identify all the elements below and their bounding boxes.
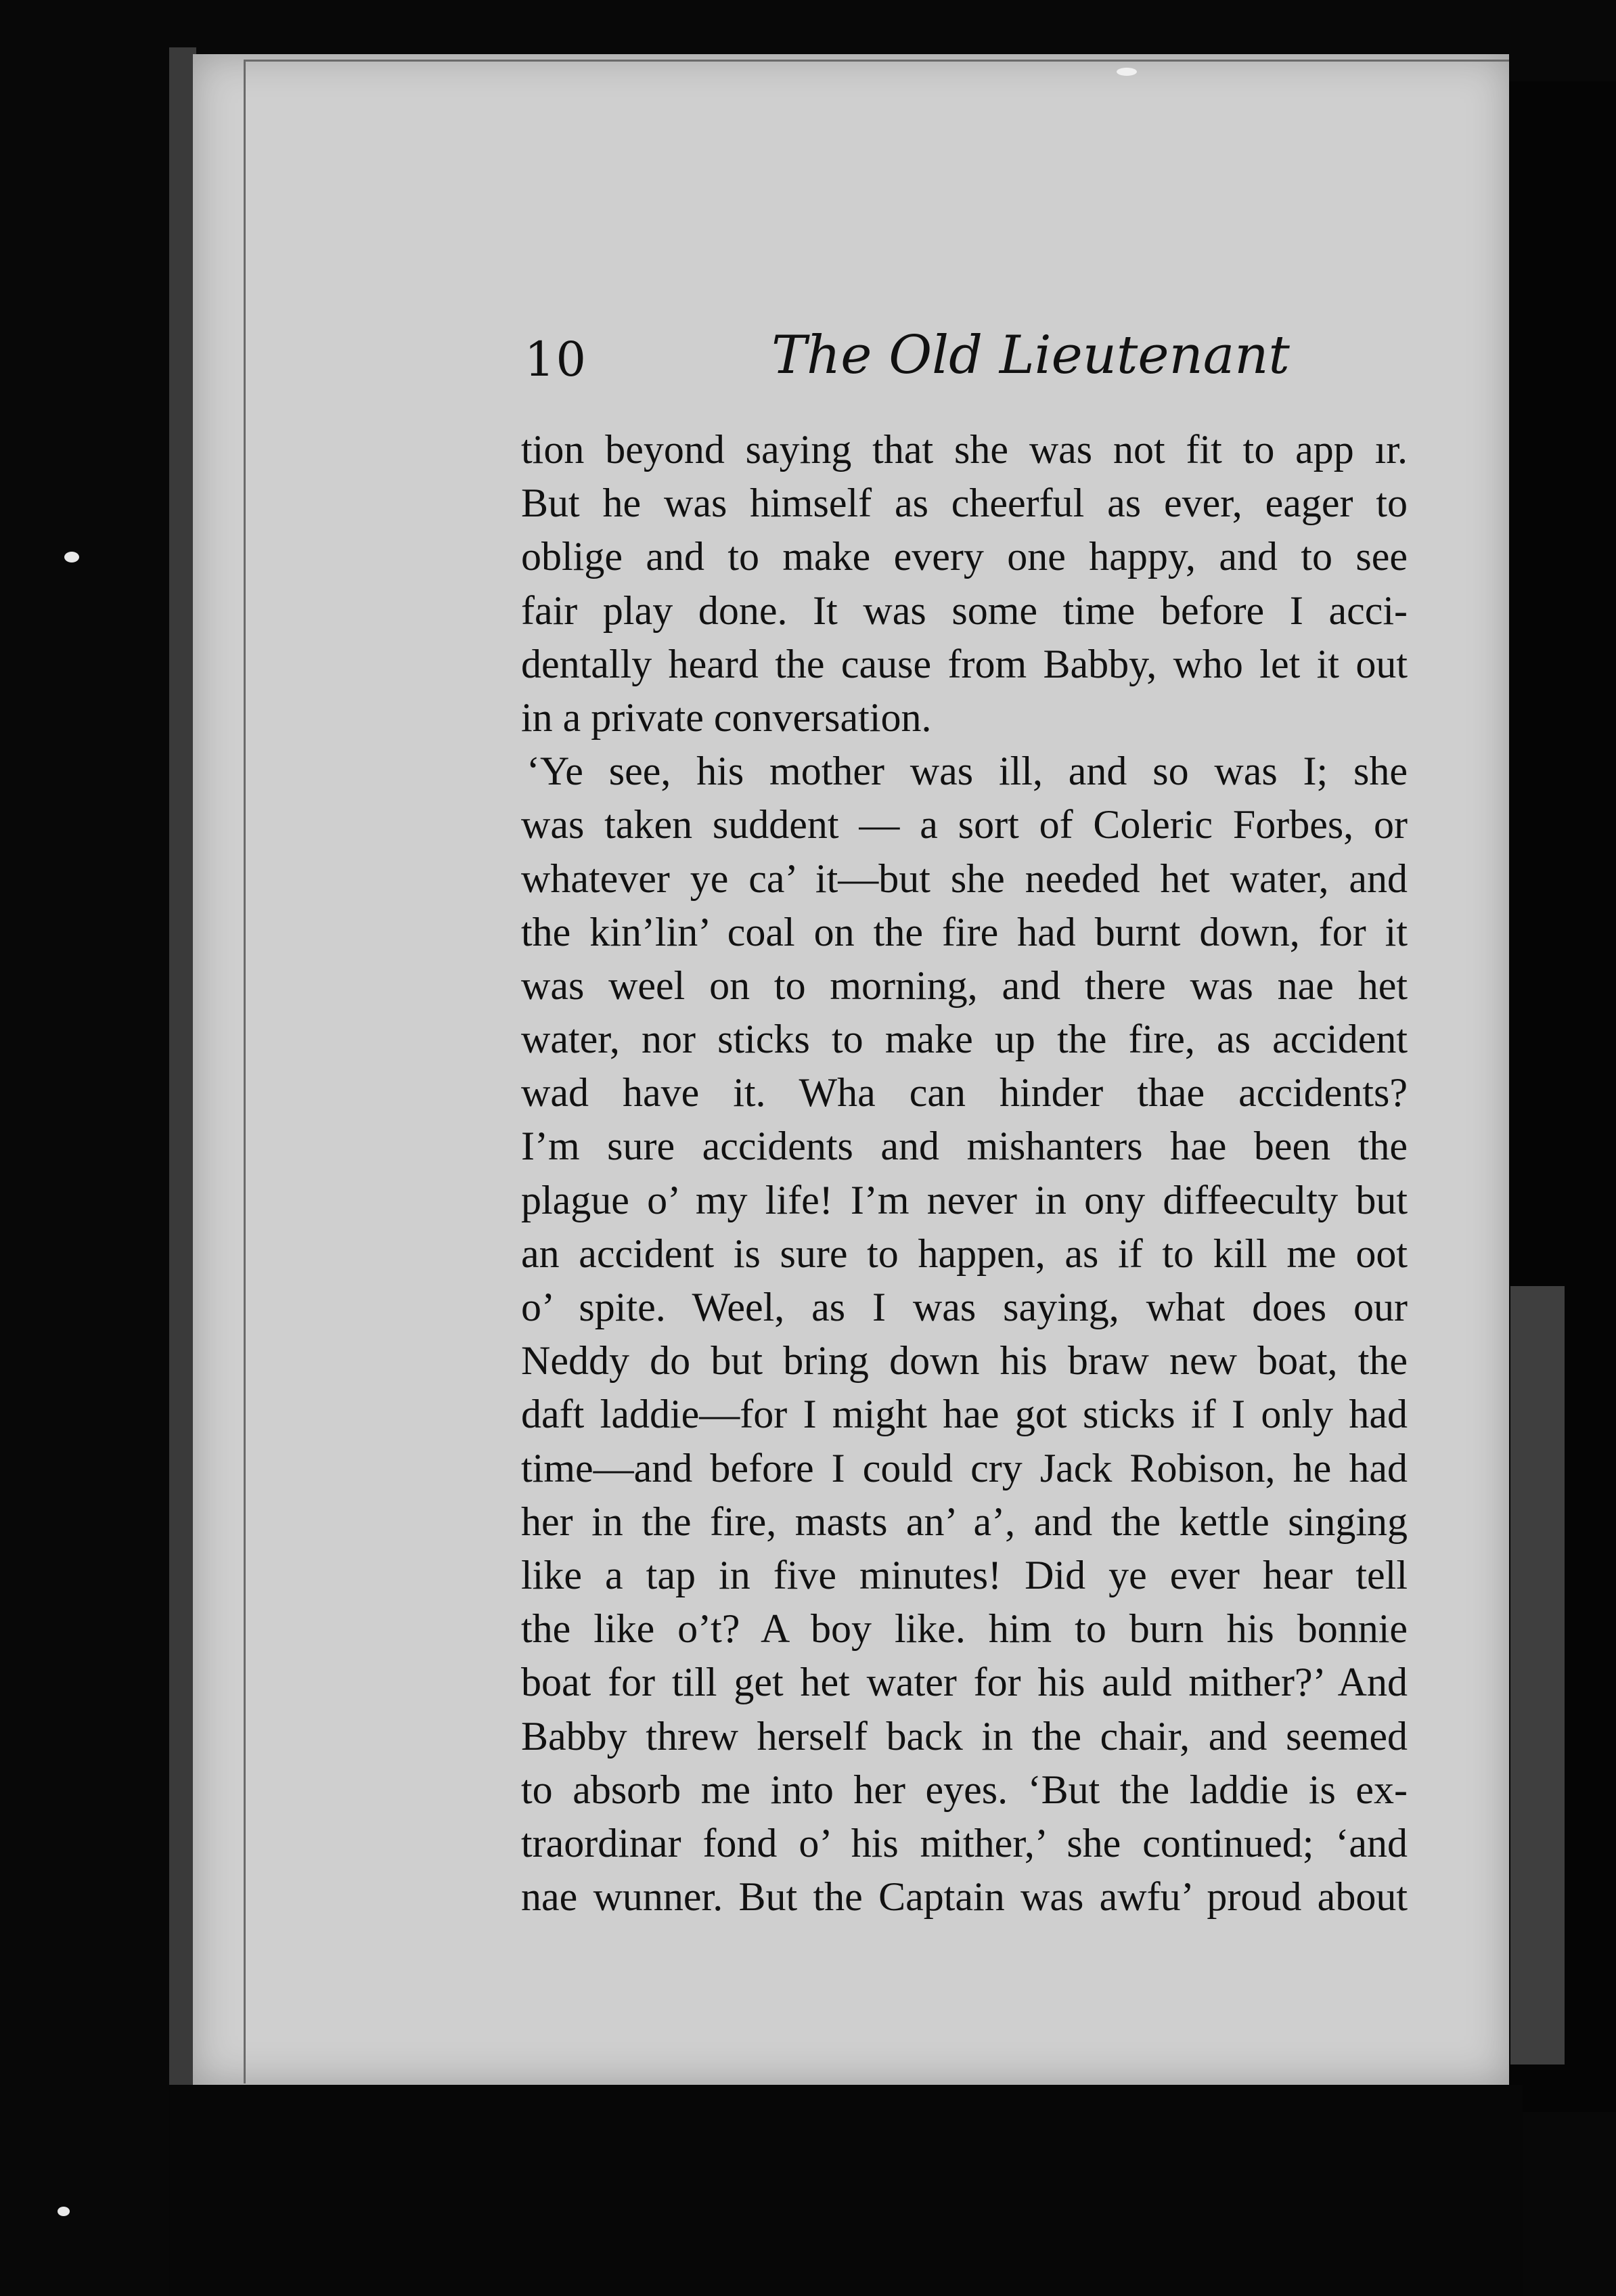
text-line: Neddy do but bring down his braw new boat, the bbox=[521, 1338, 1408, 1384]
text-line: like a tap in five minutes! Did ye ever hear tell bbox=[521, 1552, 1408, 1597]
text-line: her in the fire, masts an’ a’, and the kettle singing bbox=[521, 1499, 1408, 1544]
text-line: was taken suddent — a sort of Coleric Forbes, or bbox=[521, 802, 1408, 847]
text-line: daft laddie—for I might hae got sticks if I only had bbox=[521, 1392, 1408, 1437]
mount-edge-left bbox=[169, 47, 196, 2092]
text-line: ‘Ye see, his mother was ill, and so was I; she bbox=[526, 749, 1408, 794]
text-line: o’ spite. Weel, as I was saying, what does our bbox=[521, 1285, 1408, 1329]
text-line: was weel on to morning, and there was nae het bbox=[521, 963, 1408, 1008]
text-line: whatever ye ca’ it—but she needed het water, and bbox=[521, 856, 1408, 901]
text-line: oblige and to make every one happy, and to see bbox=[521, 534, 1408, 579]
text-line: plague o’ my life! I’m never in ony diffeeculty but bbox=[521, 1177, 1408, 1222]
dust-speck bbox=[1117, 68, 1137, 76]
bottom-shadow bbox=[169, 2085, 1523, 2296]
body-text bbox=[521, 423, 1408, 1924]
text-line: But he was himself as cheerful as ever, eager to bbox=[521, 481, 1408, 526]
text-line: to absorb me into her eyes. ‘But the laddie is ex- bbox=[521, 1767, 1408, 1812]
facing-page-edge bbox=[1510, 1286, 1565, 2065]
text-line: wad have it. Wha can hinder thae accidents? bbox=[521, 1070, 1408, 1116]
text-line: in a private conversation. bbox=[521, 694, 932, 740]
text-line: fair play done. It was some time before I acci- bbox=[521, 588, 1408, 633]
text-line: dentally heard the cause from Babby, who let it out bbox=[521, 641, 1408, 686]
text-line: time—and before I could cry Jack Robison, he had bbox=[521, 1445, 1408, 1491]
text-line: traordinar fond o’ his mither,’ she continued; ‘and bbox=[521, 1820, 1408, 1866]
text-line: I’m sure accidents and mishanters hae been the bbox=[521, 1124, 1408, 1169]
text-line: tion beyond saying that she was not fit to app ır. bbox=[521, 427, 1408, 472]
text-line: nae wunner. But the Captain was awfu’ proud about bbox=[521, 1874, 1408, 1920]
text-line: Babby threw herself back in the chair, and seemed bbox=[521, 1713, 1408, 1759]
text-line: the like o’t? A boy like. him to burn his bonnie bbox=[521, 1606, 1408, 1652]
text-line: boat for till get het water for his auld mither?’ And bbox=[521, 1660, 1408, 1705]
text-line: the kin’lin’ coal on the fire had burnt down, for it bbox=[521, 909, 1408, 954]
page-number: 10 bbox=[524, 332, 588, 387]
text-line: water, nor sticks to make up the fire, as accident bbox=[521, 1017, 1408, 1062]
running-title: The Old Lieutenant bbox=[771, 325, 1290, 386]
page-header bbox=[524, 325, 1391, 413]
dust-speck bbox=[64, 552, 79, 562]
text-line: an accident is sure to happen, as if to kill me oot bbox=[521, 1231, 1408, 1276]
dust-speck bbox=[58, 2207, 70, 2216]
